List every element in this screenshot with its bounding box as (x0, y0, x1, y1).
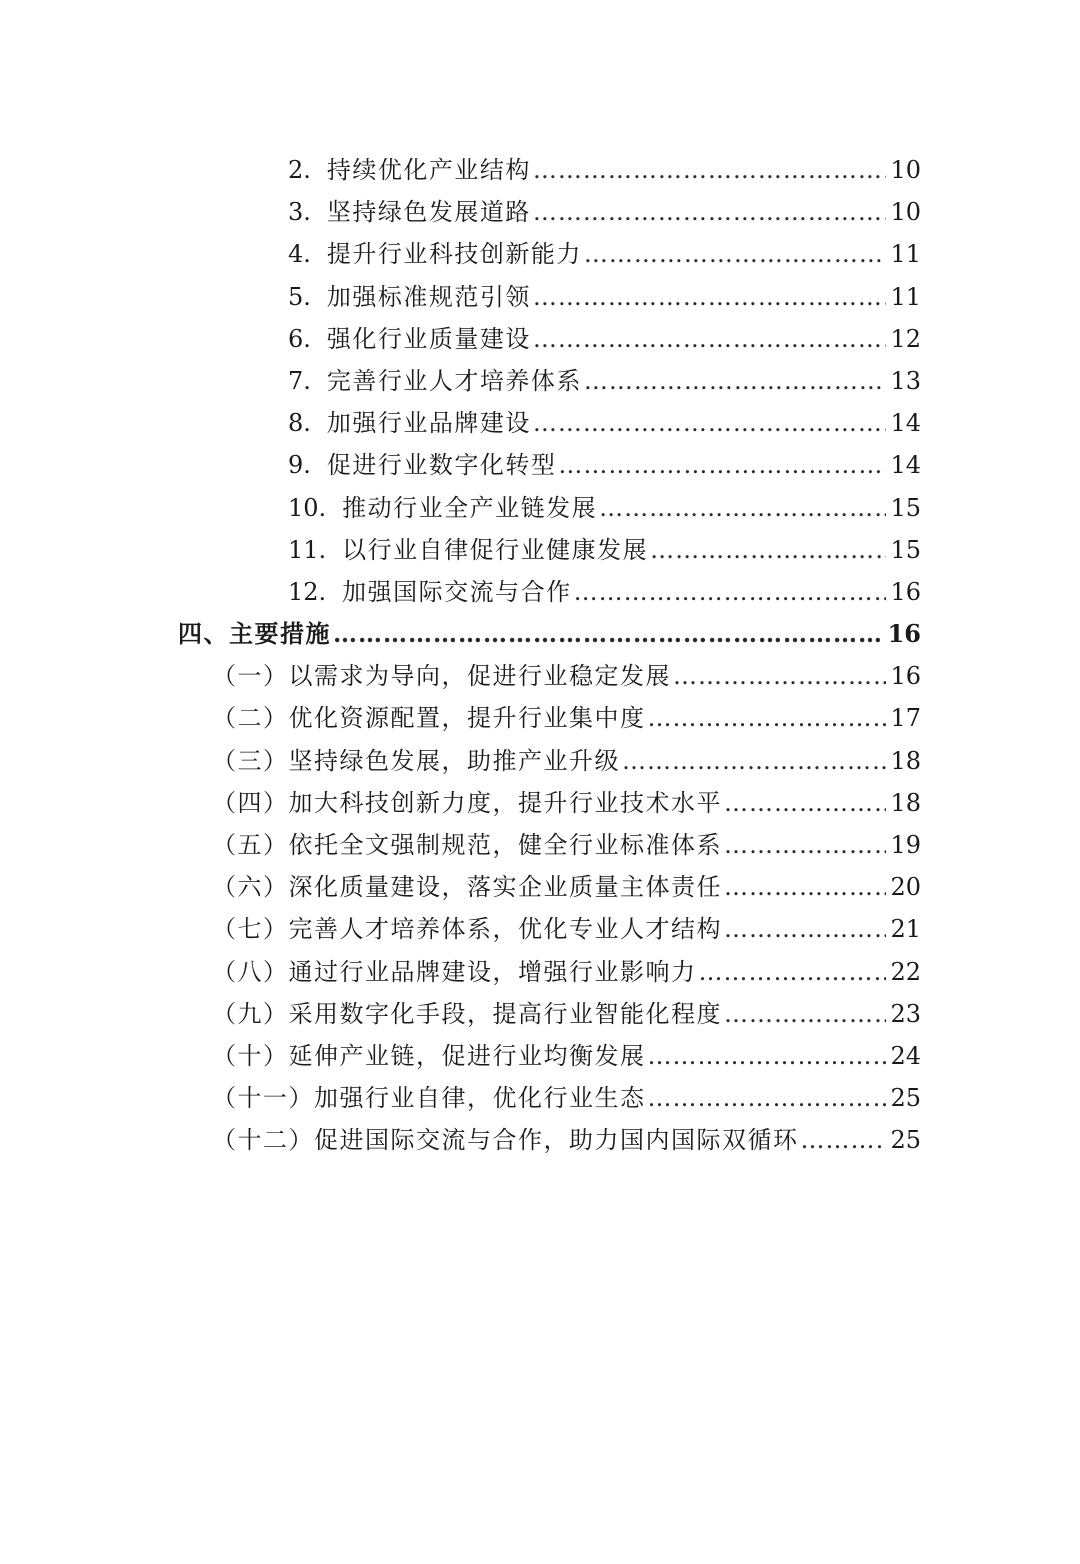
toc-entry-number: 11. (288, 535, 327, 564)
toc-dot-leader (533, 276, 887, 318)
toc-entry-title: 提升行业科技创新能力 (326, 240, 582, 269)
toc-entry (212, 740, 921, 782)
toc-page-number: 17 (890, 704, 921, 733)
toc-entry-number: 3. (288, 198, 311, 227)
toc-entry-title: 完善行业人才培养体系 (326, 366, 582, 395)
toc-dot-leader (584, 233, 887, 275)
toc-dot-leader (533, 318, 887, 360)
toc-entry-number: 5. (288, 282, 311, 311)
toc-entry (212, 1077, 921, 1119)
toc-entry-title: 加强行业品牌建设 (326, 409, 531, 438)
toc-page-number: 25 (890, 1126, 921, 1155)
toc-entry (212, 1119, 921, 1161)
toc-entry (212, 697, 921, 739)
toc-dot-leader (622, 740, 886, 782)
toc-entry-number: 10. (288, 493, 327, 522)
toc-entry-title: （十）延伸产业链，促进行业均衡发展 (212, 1041, 646, 1070)
toc-entry (212, 993, 921, 1035)
toc-entry-title: 坚持绿色发展道路 (326, 198, 531, 227)
toc-entry-title: 加强国际交流与合作 (342, 577, 572, 606)
toc-entry (212, 782, 921, 824)
toc-entry-number: 12. (288, 577, 327, 606)
toc-entry (212, 866, 921, 908)
toc-entry-number: 7. (288, 366, 311, 395)
toc-dot-leader (648, 697, 887, 739)
toc-entry-title: （一）以需求为导向，促进行业稳定发展 (212, 662, 671, 691)
toc-page-number: 16 (890, 577, 921, 606)
toc-dot-leader (584, 360, 887, 402)
toc-page-number: 24 (890, 1041, 921, 1070)
toc-entry-title: （七）完善人才培养体系，优化专业人才结构 (212, 915, 722, 944)
toc-dot-leader (801, 1119, 887, 1161)
toc-dot-leader (333, 613, 884, 655)
toc-entry-number: 2. (288, 156, 311, 184)
toc-page-number: 10 (890, 156, 921, 184)
toc-dot-leader (648, 1077, 887, 1119)
toc-page-number: 15 (890, 535, 921, 564)
toc-entry-title: （六）深化质量建设，落实企业质量主体责任 (212, 873, 722, 902)
toc-dot-leader (724, 908, 886, 950)
toc-entry-title: 强化行业质量建设 (326, 324, 531, 353)
toc-entry-number: 6. (288, 324, 311, 353)
toc-entry (288, 571, 921, 613)
toc-entry (288, 444, 921, 486)
toc-entry-title: （八）通过行业品牌建设，增强行业影响力 (212, 957, 697, 986)
toc-entry-title: （九）采用数字化手段，提高行业智能化程度 (212, 999, 722, 1028)
toc-entry-title: （五）依托全文强制规范，健全行业标准体系 (212, 831, 722, 859)
toc-entry (288, 360, 921, 402)
toc-entry-title: 促进行业数字化转型 (326, 451, 557, 480)
toc-page-number: 14 (890, 409, 921, 438)
toc-entry (212, 951, 921, 993)
toc-dot-leader (724, 824, 886, 866)
toc-entry-number: 4. (288, 240, 311, 269)
toc-entry (288, 191, 921, 233)
toc-dot-leader (724, 866, 886, 908)
toc-dot-leader (558, 444, 886, 486)
toc-entry (288, 276, 921, 318)
toc-entry-title: 四、主要措施 (178, 619, 331, 649)
toc-entry-title: （三）坚持绿色发展，助推产业升级 (212, 746, 620, 775)
toc-entry (212, 824, 921, 866)
toc-page-number: 22 (890, 957, 921, 986)
toc-dot-leader (724, 993, 886, 1035)
toc-page-number: 12 (890, 324, 921, 353)
toc-entry-title: （四）加大科技创新力度，提升行业技术水平 (212, 788, 722, 817)
toc-entry-title: （二）优化资源配置，提升行业集中度 (212, 704, 646, 733)
toc-entry (288, 318, 921, 360)
toc-page-number: 15 (890, 493, 921, 522)
toc-entry-number: 9. (288, 451, 311, 480)
toc-page-number: 11 (890, 282, 921, 311)
toc-dot-leader (599, 487, 886, 529)
toc-page-number: 20 (890, 873, 921, 902)
toc-entry-title: 推动行业全产业链发展 (342, 493, 598, 522)
toc-entry-title: （十二）促进国际交流与合作，助力国内国际双循环 (212, 1126, 799, 1155)
toc-page-number: 18 (890, 788, 921, 817)
toc-dot-leader (673, 655, 886, 697)
toc-section-heading (178, 613, 921, 655)
toc-dot-leader (574, 571, 887, 613)
toc-page-number: 16 (890, 662, 921, 691)
toc-page-number: 21 (890, 915, 921, 944)
toc-dot-leader (724, 782, 886, 824)
toc-page-number: 25 (890, 1084, 921, 1113)
toc-page-number: 14 (890, 451, 921, 480)
toc-entry-title: （十一）加强行业自律，优化行业生态 (212, 1084, 646, 1113)
toc-page-number: 18 (890, 746, 921, 775)
toc-entry (288, 233, 921, 275)
toc-entry-number: 8. (288, 409, 311, 438)
table-of-contents (0, 149, 1080, 1162)
toc-dot-leader (650, 529, 886, 571)
toc-entry (212, 1035, 921, 1077)
toc-dot-leader (533, 191, 887, 233)
toc-page-number: 19 (890, 831, 921, 859)
toc-entry-title: 加强标准规范引领 (326, 282, 531, 311)
toc-entry-title: 持续优化产业结构 (326, 156, 531, 184)
toc-dot-leader (533, 402, 887, 444)
toc-entry (212, 908, 921, 950)
toc-page-number: 10 (890, 198, 921, 227)
toc-page-number: 16 (887, 619, 921, 649)
toc-entry (288, 487, 921, 529)
toc-dot-leader (533, 149, 887, 191)
toc-dot-leader (699, 951, 887, 993)
toc-entry (288, 529, 921, 571)
toc-entry-title: 以行业自律促行业健康发展 (342, 535, 649, 564)
toc-entry (212, 655, 921, 697)
toc-page-number: 11 (890, 240, 921, 269)
toc-page-number: 13 (890, 366, 921, 395)
toc-page-number: 23 (890, 999, 921, 1028)
toc-entry (288, 402, 921, 444)
toc-dot-leader (648, 1035, 887, 1077)
toc-entry (288, 149, 921, 191)
